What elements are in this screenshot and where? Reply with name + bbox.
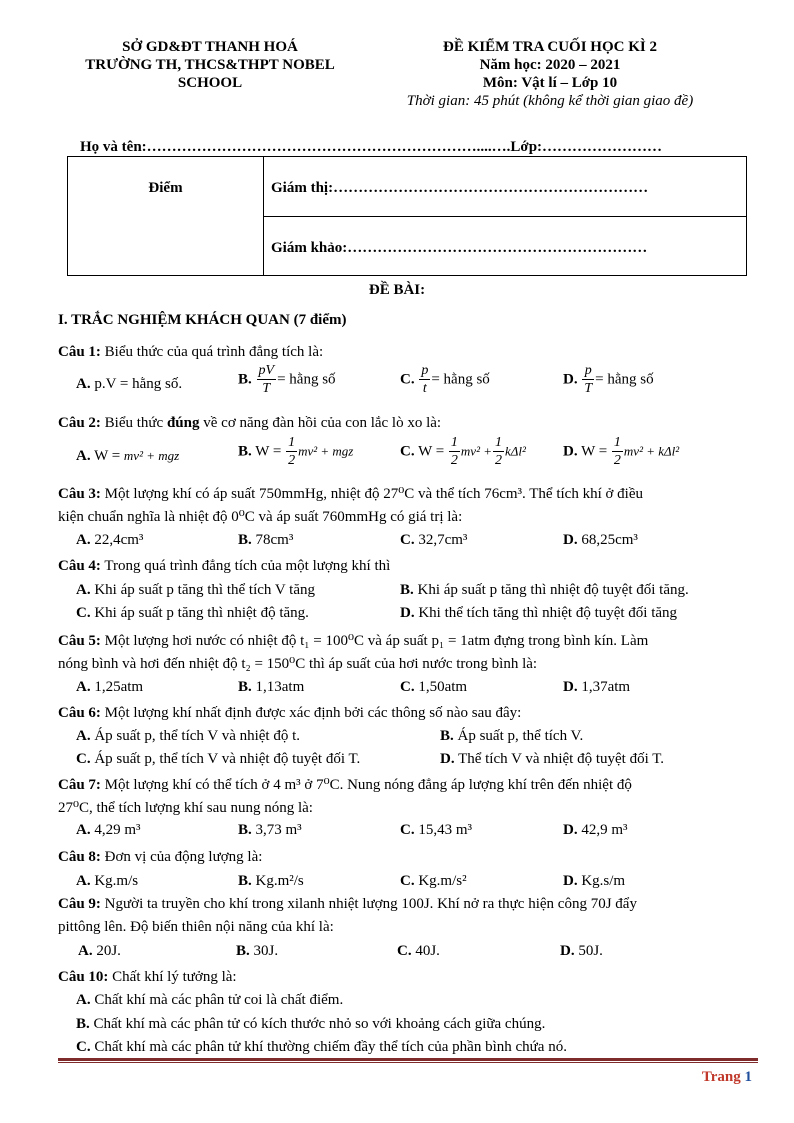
q7-a-text: 4,29 m³ [90,822,141,838]
q4-option-c [76,604,309,622]
q9-c-text: 40J. [411,943,440,959]
q6-option-a [76,727,300,745]
q5-c-text: 1,50atm [414,679,468,695]
q9-c-letter: C. [397,943,412,959]
q4-c-letter: C. [76,605,91,621]
q2-option-a [76,447,179,465]
score-label: Điểm [148,180,183,196]
q2-c-pre: W = [414,443,448,460]
q1-b-tail: = hằng số [277,371,336,388]
q2-c-letter: C. [400,443,415,460]
q2-label: Câu 2: [58,415,101,431]
q9-line2: pittông lên. Độ biến thiên nội năng của khí là: [58,919,334,935]
q1-option-b [238,364,336,396]
q6-c-text: Áp suất p, thể tích V và nhiệt độ tuyệt đối T. [90,751,361,767]
q1-b-letter: B. [238,371,252,388]
q2-option-d [563,436,679,468]
q8-option-d [563,872,625,890]
q8-b-text: Kg.m²/s [251,873,304,889]
q3-d-text: 68,25cm³ [577,532,638,548]
footer-rule-thin [58,1062,758,1063]
q3-a-text: 22,4cm³ [90,532,144,548]
exam-title: ĐỀ BÀI: [368,282,426,298]
question-2 [58,414,756,432]
q7-d-letter: D. [563,822,578,838]
q2-c-den: 2 [450,453,458,468]
q4-b-text: Khi áp suất p tăng thì nhiệt độ tuyệt đối tăng. [413,582,689,598]
subject: Môn: Vật lí – Lớp 10 [482,75,618,91]
question-10 [58,968,756,986]
q2-text-post: về cơ năng đàn hồi của con lắc lò xo là: [199,415,442,431]
q5-option-a [76,678,143,696]
q1-option-c [400,364,490,396]
q3-b-letter: B. [238,532,252,548]
q3-line2: kiện chuẩn nghĩa là nhiệt độ 0⁰C và áp suất 760mmHg có giá trị là: [58,509,463,525]
q1-d-den: T [584,381,593,396]
q8-a-letter: A. [76,873,91,889]
q7-label: Câu 7: [58,777,101,793]
q9-b-letter: B. [236,943,250,959]
q2-b-math: mv² + mgz [298,443,354,459]
q9-a-letter: A. [78,943,93,959]
q4-a-letter: A. [76,582,91,598]
q1-label: Câu 1: [58,344,101,360]
q10-option-a [76,991,343,1009]
q5-c-letter: C. [400,679,415,695]
exam-name: ĐỀ KIỂM TRA CUỐI HỌC KÌ 2 [443,39,657,55]
q5-option-c [400,678,467,696]
q2-d-math: mv² + kΔl² [623,443,680,459]
q3-option-a [76,531,143,549]
q3-option-c [400,531,467,549]
q6-b-text: Áp suất p, thể tích V. [453,728,584,744]
q2-text-pre: Biểu thức [100,415,167,431]
question-6 [58,704,756,722]
q9-a-text: 20J. [92,943,121,959]
q1-c-den: t [422,381,427,396]
question-8 [58,848,756,866]
q7-a-letter: A. [76,822,91,838]
q10-label: Câu 10: [58,969,109,985]
q2-c-num2: 1 [495,435,502,450]
q3-b-text: 78cm³ [251,532,294,548]
q5-a-text: 1,25atm [90,679,144,695]
q3-c-text: 32,7cm³ [414,532,468,548]
q9-option-d [560,942,603,960]
q4-c-text: Khi áp suất p tăng thì nhiệt độ tăng. [90,605,309,621]
q5-option-b [238,678,304,696]
q8-text: Đơn vị của động lượng là: [100,849,263,865]
exam-time: Thời gian: 45 phút (không kể thời gian giao đề) [406,93,694,109]
q3-c-letter: C. [400,532,415,548]
q8-option-b [238,872,304,890]
school-header [40,38,380,92]
school-name: TRƯỜNG TH, THCS&THPT NOBEL [85,57,335,73]
q6-a-letter: A. [76,728,91,744]
q6-text: Một lượng khí nhất định được xác định bởi các thông số nào sau đây: [100,705,522,721]
q2-b-num: 1 [288,435,296,450]
q7-option-a [76,821,141,839]
exam-header [370,38,730,110]
q5-d-text: 1,37atm [577,679,631,695]
q3-option-b [238,531,293,549]
q4-b-letter: B. [400,582,414,598]
q5-line2: nóng bình và hơi đến nhiệt độ t₂ = 150⁰C thì áp suất của hơi nước trong bình là: [58,656,538,672]
q2-b-den: 2 [288,453,296,468]
question-1 [58,343,756,361]
q3-a-letter: A. [76,532,91,548]
q7-b-text: 3,73 m³ [251,822,302,838]
q4-label: Câu 4: [58,558,101,574]
q10-option-c [76,1038,567,1056]
q1-a-letter: A. [76,376,91,392]
table-row-divider [263,216,746,217]
q2-b-letter: B. [238,443,252,460]
score-table [67,156,747,276]
q3-line1: Một lượng khí có áp suất 750mmHg, nhiệt độ 27⁰C và thể tích 76cm³. Thể tích khí ở điều [100,486,643,502]
q6-option-b [440,727,583,745]
q2-c-fraction [449,436,460,468]
q5-line1: Một lượng hơi nước có nhiệt độ t₁ = 100⁰C và áp suất p₁ = 1atm đựng trong bình kín. Làm [100,633,649,649]
q7-option-d [563,821,628,839]
q2-a-math: mv² + mgz [123,448,180,463]
q1-b-fraction [257,364,277,396]
q7-line1: Một lượng khí có thể tích ở 4 m³ ở 7⁰C. Nung nóng đẳng áp lượng khí trên đến nhiệt độ [100,777,632,793]
dept-name: SỞ GD&ĐT THANH HOÁ [122,39,298,55]
q9-b-text: 30J. [249,943,279,959]
q1-d-letter: D. [563,371,578,388]
q2-a-pre: W = [90,448,124,464]
q6-label: Câu 6: [58,705,101,721]
q9-option-a [78,942,121,960]
q9-d-letter: D. [560,943,575,959]
student-info-line: Họ và tên:…………………………………………………………....….Lớp:…………………… [80,139,663,155]
q4-option-b [400,581,689,599]
q2-c-math1: mv² + [460,443,492,459]
q2-d-pre: W = [577,443,611,460]
q5-b-letter: B. [238,679,252,695]
q2-c-num: 1 [450,435,458,450]
q9-option-c [397,942,440,960]
q4-option-a [76,581,315,599]
q8-c-text: Kg.m/s² [414,873,467,889]
q2-text-bold: đúng [166,415,200,431]
q2-c-math2: kΔl² [505,443,526,459]
school-name-2: SCHOOL [177,75,243,91]
q1-b-num: pV [258,363,275,378]
question-4 [58,557,756,575]
q10-a-letter: A. [76,992,91,1008]
q2-option-b [238,436,353,468]
q6-c-letter: C. [76,751,91,767]
section-title: I. TRẮC NGHIỆM KHÁCH QUAN (7 điểm) [58,312,347,328]
q6-option-d [440,750,664,768]
q8-label: Câu 8: [58,849,101,865]
q4-text: Trong quá trình đẳng tích của một lượng khí thì [100,558,391,574]
q1-b-den: T [262,381,271,396]
q3-label: Câu 3: [58,486,101,502]
q5-b-text: 1,13atm [251,679,305,695]
q4-d-text: Khi thể tích tăng thì nhiệt độ tuyệt đối tăng [414,605,678,621]
q4-a-text: Khi áp suất p tăng thì thể tích V tăng [90,582,316,598]
q8-c-letter: C. [400,873,415,889]
q7-c-letter: C. [400,822,415,838]
q8-d-text: Kg.s/m [577,873,626,889]
q2-a-letter: A. [76,448,91,464]
q10-option-b [76,1015,545,1033]
footer-rule [58,1058,758,1061]
q2-b-fraction [286,436,297,468]
q5-label: Câu 5: [58,633,101,649]
question-3 [58,483,758,529]
q6-a-text: Áp suất p, thể tích V và nhiệt độ t. [90,728,301,744]
q10-c-text: Chất khí mà các phân tử khí thường chiếm đầy thể tích của phần bình chứa nó. [90,1039,567,1055]
q1-c-tail: = hằng số [431,371,490,388]
q1-c-fraction [419,364,430,396]
q6-b-letter: B. [440,728,454,744]
q10-b-text: Chất khí mà các phân tử có kích thước nhỏ so với khoảng cách giữa chúng. [89,1016,546,1032]
examiner-field: Giám khảo:…………………………………………………… [271,240,648,256]
q5-d-letter: D. [563,679,578,695]
q1-d-fraction [582,364,594,396]
q7-option-c [400,821,472,839]
q2-d-den: 2 [613,453,621,468]
q7-b-letter: B. [238,822,252,838]
school-year: Năm học: 2020 – 2021 [479,57,621,73]
q2-c-fraction-2 [493,436,504,468]
q3-d-letter: D. [563,532,578,548]
q9-d-text: 50J. [574,943,603,959]
question-7 [58,774,758,820]
q10-text: Chất khí lý tưởng là: [108,969,237,985]
q9-label: Câu 9: [58,896,101,912]
q5-option-d [563,678,630,696]
q8-d-letter: D. [563,873,578,889]
q4-d-letter: D. [400,605,415,621]
page-num: 1 [744,1069,752,1085]
q1-d-tail: = hằng số [595,371,654,388]
page-label: Trang [701,1069,741,1085]
q2-b-pre: W = [251,443,286,460]
q1-d-num: p [582,364,594,380]
q10-b-letter: B. [76,1016,90,1032]
q9-option-b [236,942,278,960]
q2-c-den2: 2 [495,453,502,468]
q7-option-b [238,821,302,839]
q8-option-c [400,872,467,890]
q8-b-letter: B. [238,873,252,889]
q8-option-a [76,872,138,890]
q1-text: Biểu thức của quá trình đẳng tích là: [100,344,324,360]
q7-line2: 27⁰C, thể tích lượng khí sau nung nóng là: [58,800,313,816]
q2-d-letter: D. [563,443,578,460]
q10-c-letter: C. [76,1039,91,1055]
q7-c-text: 15,43 m³ [414,822,473,838]
q1-a-text: p.V = hằng số. [90,376,183,392]
q3-option-d [563,531,638,549]
q6-d-letter: D. [440,751,455,767]
q2-option-c [400,436,526,468]
q6-d-text: Thể tích V và nhiệt độ tuyệt đối T. [454,751,665,767]
q1-c-num: p [421,363,429,378]
question-9 [58,893,758,939]
q8-a-text: Kg.m/s [90,873,139,889]
page-number [702,1068,752,1086]
q1-option-a [76,375,182,393]
q2-d-fraction [612,436,623,468]
q2-d-num: 1 [613,435,621,450]
q9-line1: Người ta truyền cho khí trong xilanh nhiệt lượng 100J. Khí nở ra thực hiện công 70J đẩy [100,896,637,912]
q1-c-letter: C. [400,371,415,388]
q5-a-letter: A. [76,679,91,695]
q6-option-c [76,750,360,768]
q1-option-d [563,364,654,396]
proctor-field: Giám thị:……………………………………………………… [271,180,649,196]
q4-option-d [400,604,677,622]
q7-d-text: 42,9 m³ [577,822,628,838]
q10-a-text: Chất khí mà các phân tử coi là chất điểm. [90,992,344,1008]
question-5 [58,630,758,676]
